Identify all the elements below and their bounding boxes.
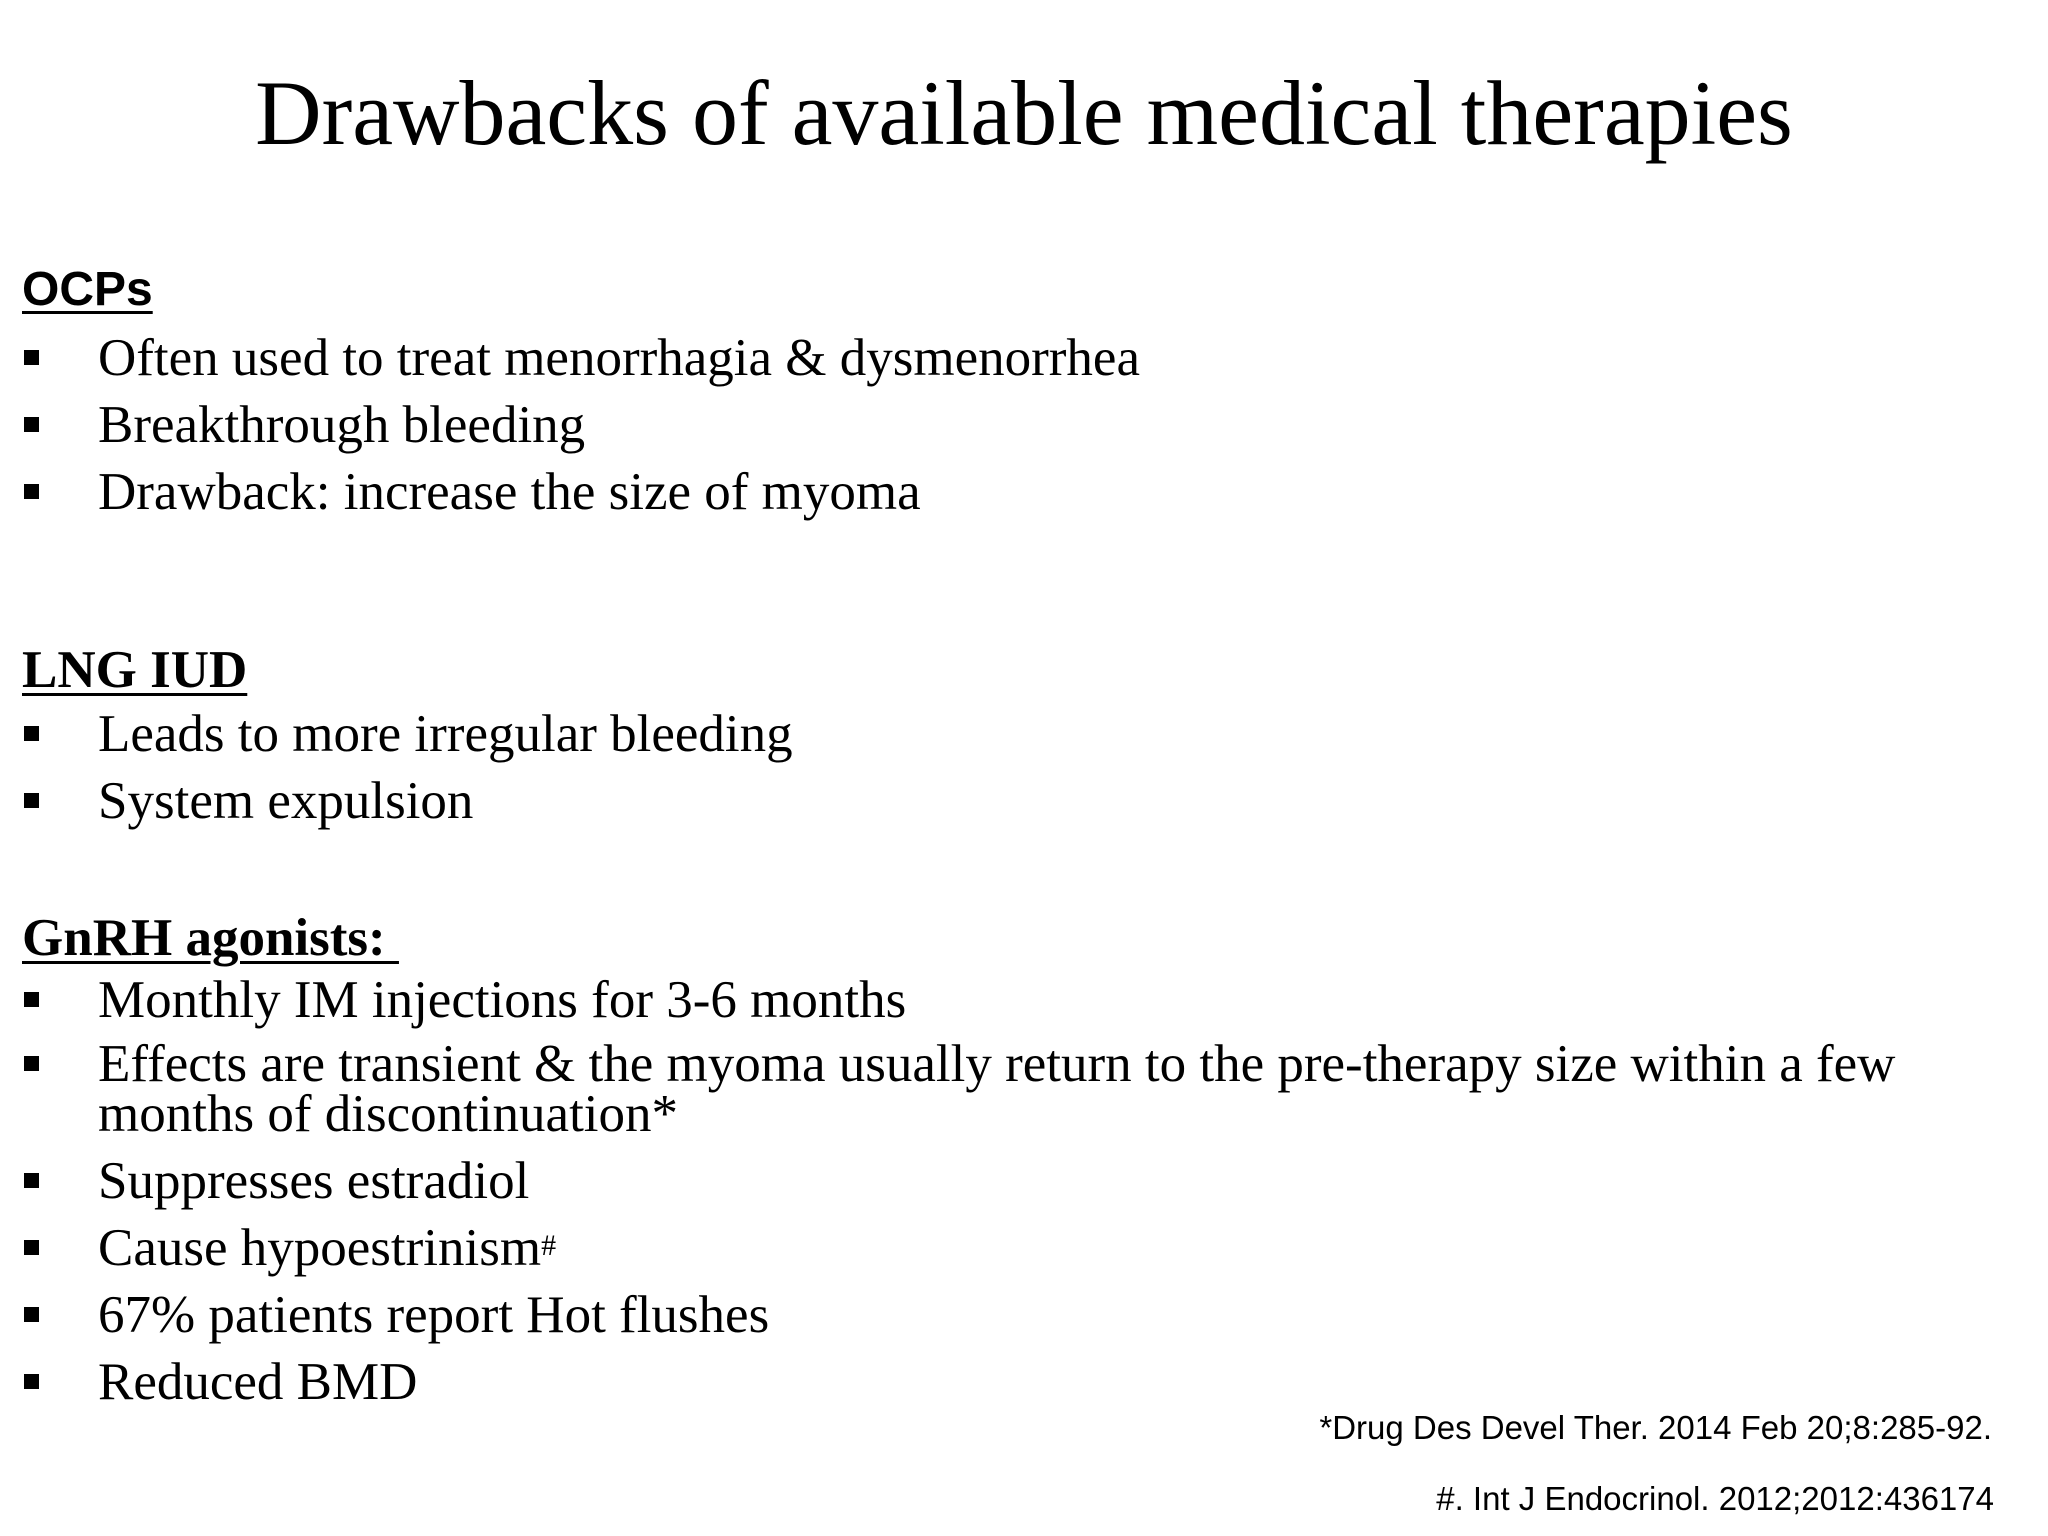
bullet-text: Reduced BMD <box>98 1353 418 1411</box>
list-item <box>0 397 2048 453</box>
footnote-marker: # <box>541 1229 557 1262</box>
bullet-list-lng-iud <box>0 706 2048 840</box>
reference-1: *Drug Des Devel Ther. 2014 Feb 20;8:285-92. <box>1319 1409 1992 1446</box>
bullet-text: Often used to treat menorrhagia & dysmenorrhea <box>98 329 1140 387</box>
square-bullet-icon <box>24 1240 39 1255</box>
bullet-text: Cause hypoestrinism <box>98 1219 542 1277</box>
square-bullet-icon <box>24 793 39 808</box>
bullet-list-ocps <box>0 330 2048 531</box>
bullet-text: Suppresses estradiol <box>98 1152 530 1210</box>
list-item <box>0 773 2048 829</box>
bullet-text: Effects are transient & the myoma usually return to the pre-therapy size within a few months of discontinuation* <box>98 1035 1896 1143</box>
reference-2: #. Int J Endocrinol. 2012;2012:436174 <box>1436 1480 1994 1517</box>
square-bullet-icon <box>24 350 39 365</box>
bullet-text: 67% patients report Hot flushes <box>98 1286 770 1344</box>
bullet-text: Drawback: increase the size of myoma <box>98 463 921 521</box>
section-heading-ocps: OCPs <box>22 263 153 316</box>
slide-title: Drawbacks of available medical therapies <box>255 62 1793 164</box>
list-item <box>0 1287 2048 1343</box>
square-bullet-icon <box>24 1056 39 1071</box>
list-item <box>0 972 2048 1028</box>
square-bullet-icon <box>24 417 39 432</box>
bullet-text: System expulsion <box>98 772 474 830</box>
list-item <box>0 706 2048 762</box>
list-item <box>0 330 2048 386</box>
square-bullet-icon <box>24 1173 39 1188</box>
bullet-list-gnrh-agonists <box>0 972 2048 1421</box>
section-heading-lng-iud: LNG IUD <box>22 641 248 699</box>
bullet-text: Breakthrough bleeding <box>98 396 586 454</box>
list-item <box>0 1035 2048 1143</box>
square-bullet-icon <box>24 992 39 1007</box>
square-bullet-icon <box>24 484 39 499</box>
list-item <box>0 1354 2048 1410</box>
section-heading-gnrh-agonists: GnRH agonists: <box>22 909 399 967</box>
bullet-text: Monthly IM injections for 3-6 months <box>98 971 907 1029</box>
list-item <box>0 1153 2048 1209</box>
square-bullet-icon <box>24 1374 39 1389</box>
square-bullet-icon <box>24 1307 39 1322</box>
list-item <box>0 464 2048 520</box>
list-item <box>0 1220 2048 1276</box>
square-bullet-icon <box>24 726 39 741</box>
bullet-text: Leads to more irregular bleeding <box>98 705 793 763</box>
